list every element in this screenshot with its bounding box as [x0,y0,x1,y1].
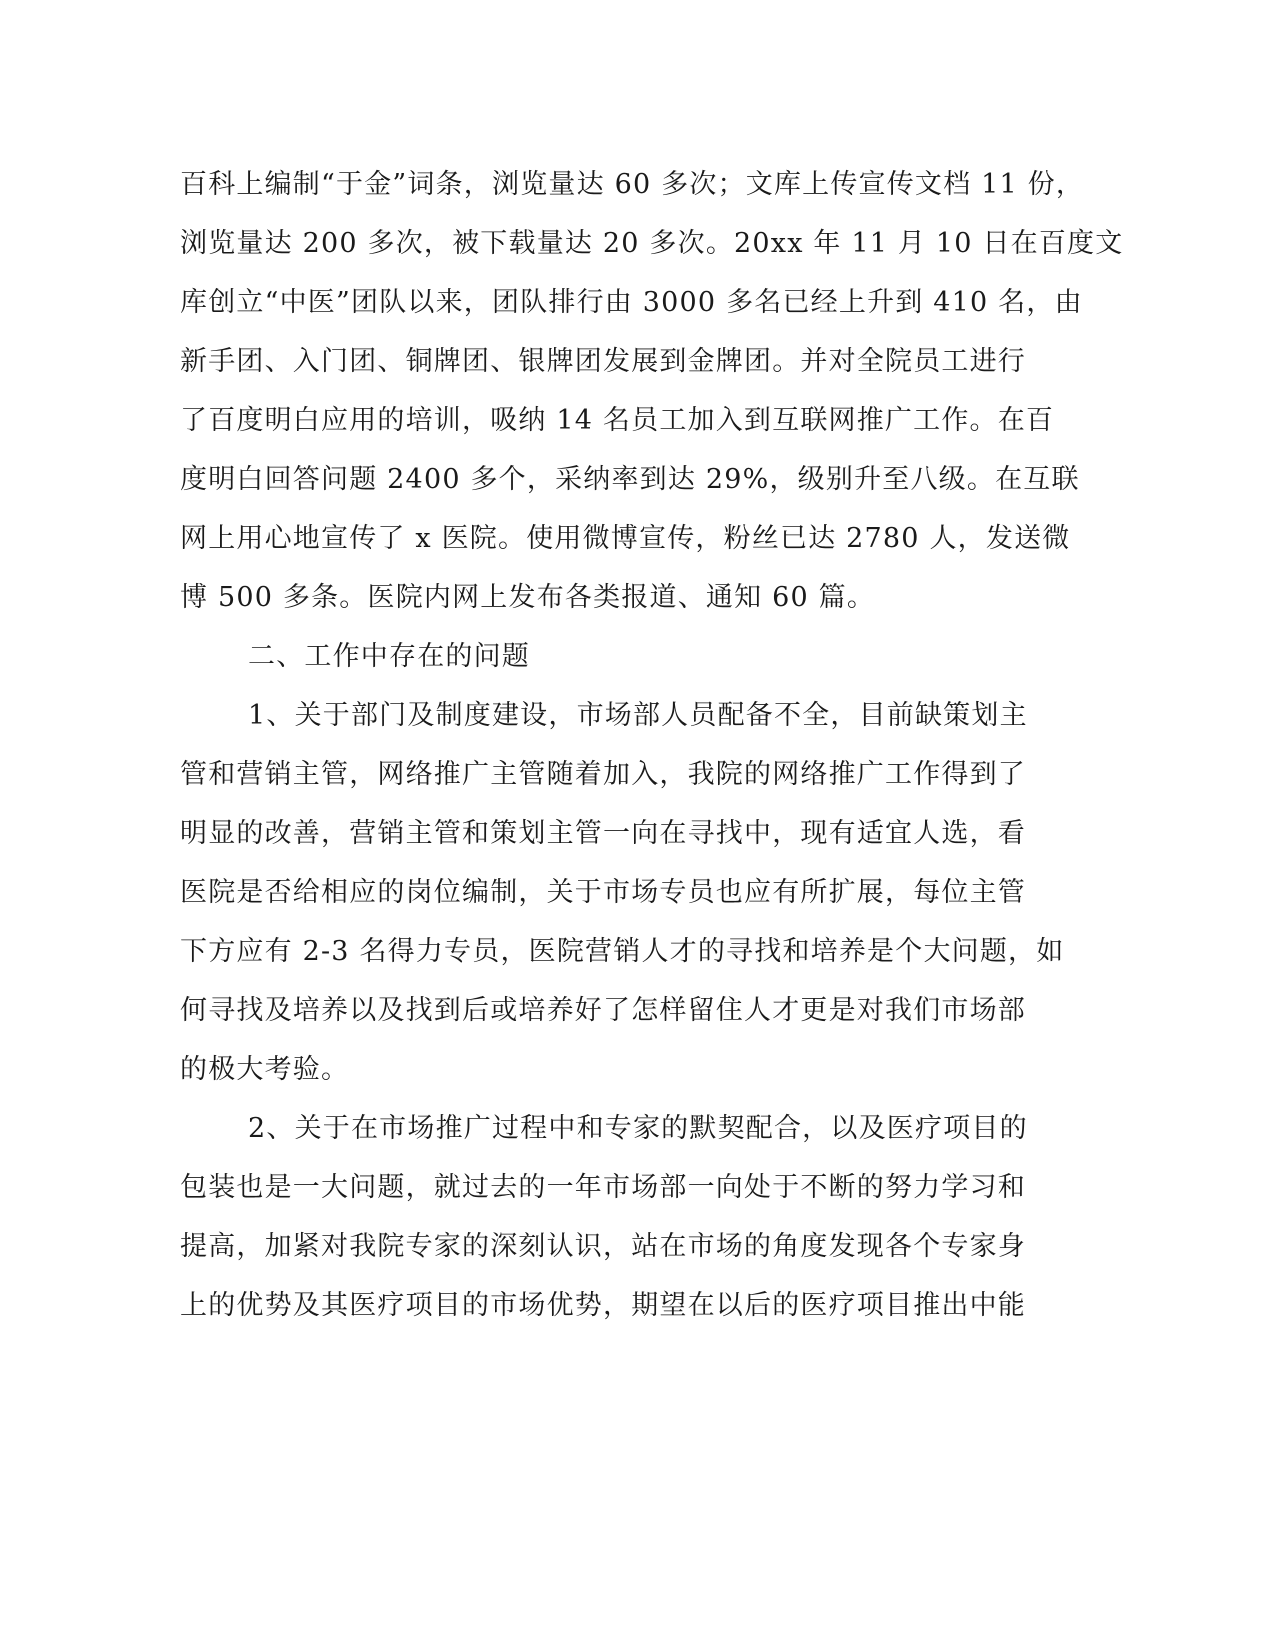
paragraph-3 [180,1099,1080,1335]
text-line: 2、关于在市场推广过程中和专家的默契配合，以及医疗项目的 [248,1113,1028,1144]
text-line: 管和营销主管，网络推广主管随着加入，我院的网络推广工作得到了 [180,759,1026,790]
paragraph-1 [180,155,1124,627]
text-line: 1、关于部门及制度建设，市场部人员配备不全，目前缺策划主 [248,700,1028,731]
document-body [180,155,1124,1335]
paragraph-2 [180,686,1080,1099]
text-line: 下方应有 2-3 名得力专员，医院营销人才的寻找和培养是个大问题，如 [180,936,1065,967]
text-line: 提高，加紧对我院专家的深刻认识，站在市场的角度发现各个专家身 [180,1231,1026,1262]
text-line: 的极大考验。 [180,1054,350,1085]
text-line: 明显的改善，营销主管和策划主管一向在寻找中，现有适宜人选，看 [180,818,1026,849]
text-line: 何寻找及培养以及找到后或培养好了怎样留住人才更是对我们市场部 [180,995,1026,1026]
text-line: 网上用心地宣传了 x 医院。使用微博宣传，粉丝已达 2780 人，发送微 [180,523,1071,554]
text-line: 了百度明白应用的培训，吸纳 14 名员工加入到互联网推广工作。在百 [180,405,1055,436]
section-heading: 二、工作中存在的问题 [248,641,530,672]
text-line: 博 500 多条。医院内网上发布各类报道、通知 60 篇。 [180,582,876,613]
text-line: 包装也是一大问题，就过去的一年市场部一向处于不断的努力学习和 [180,1172,1026,1203]
text-line: 库创立“中医”团队以来，团队排行由 3000 多名已经上升到 410 名，由 [180,287,1083,318]
text-line: 浏览量达 200 多次，被下载量达 20 多次。20xx 年 11 月 10 日在百度文 [180,228,1124,259]
text-line: 百科上编制“于金”词条，浏览量达 60 多次；文库上传宣传文档 11 份， [180,169,1085,200]
text-line: 上的优势及其医疗项目的市场优势，期望在以后的医疗项目推出中能 [180,1290,1026,1321]
text-line: 度明白回答问题 2400 多个，采纳率到达 29%，级别升至八级。在互联 [180,464,1080,495]
text-line: 新手团、入门团、铜牌团、银牌团发展到金牌团。并对全院员工进行 [180,346,1026,377]
text-line: 医院是否给相应的岗位编制，关于市场专员也应有所扩展，每位主管 [180,877,1026,908]
